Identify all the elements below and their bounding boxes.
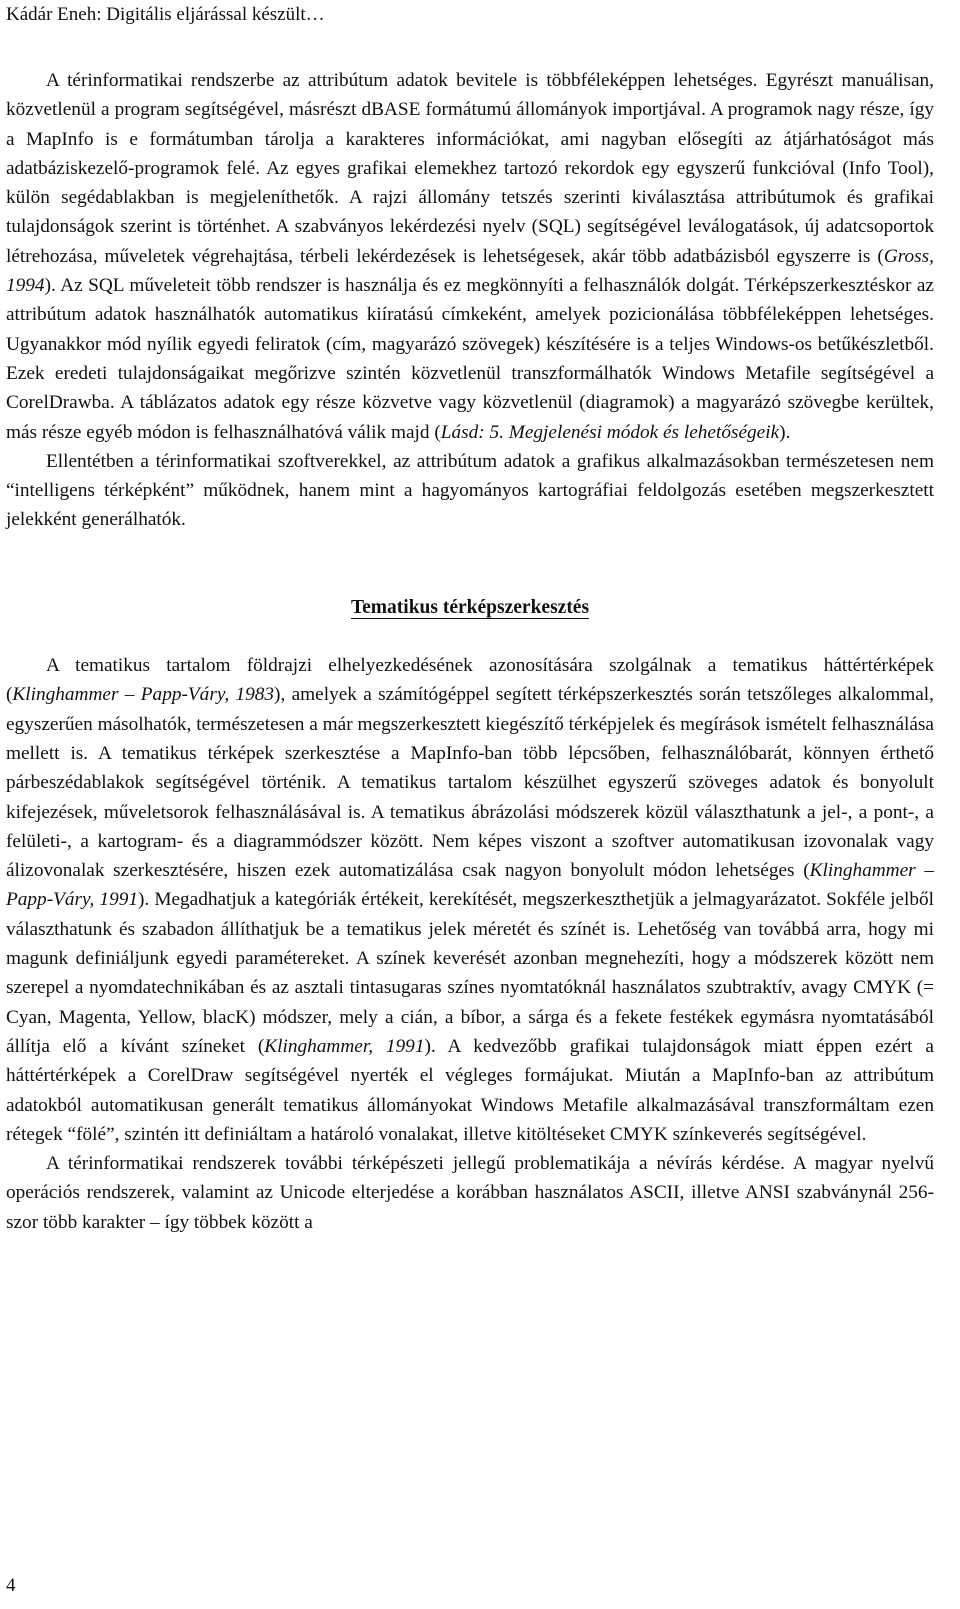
text-run: A térinformatikai rendszerbe az attribútum adatok bevitele is többféleképpen lehetséges. Egyrészt manuálisan, közvetlenül a program segítségével, másrészt dBASE formátumú állományok importjával. A programok nagy része, így a MapInfo is e formátumban tárolja a karakteres információkat, ami nagyban elősegíti az átjárhatóságot más adatbáziskezelő-programok felé. Az egyes grafikai elemekhez tartozó rekordok egy egyszerű funkcióval (Info Tool), külön segédablakban is megjeleníthetők. A rajzi állomány tetszés szerinti kiválasztása attribútumok és grafikai tulajdonságok szerint is történhet. A szabványos lekérdezési nyelv (SQL) segítségével leválogatások, új adatcsoportok létrehozása, műveletek végrehajtása, térbeli lekérdezések is lehetségesek, akár több adatbázisból egyszerre is ( bbox=[6, 70, 934, 267]
text-run: ), amelyek a számítógéppel segített térképszerkesztés során tetszőleges alkalommal, egyszerűen másolhatók, természetesen a már megszerkesztett kiegészítő térképjelek és megírások ismételt felhasználása mellett is. A tematikus térképek szerkesztése a MapInfo-ban több lépcsőben, felhasználóbarát, könnyen érthető párbeszédablakok segítségével történik. A tematikus tartalom készülhet egyszerű szöveges adatok és bonyolult kifejezések, műveletsorok felhasználásával is. A tematikus ábrázolási módszerek közül választhatunk a jel-, a pont-, a felületi-, a kartogram- és a diagrammódszer között. Nem képes viszont a szoftver automatikusan izovonalak vagy álizovonalak szerkesztésére, hiszen ezek automatizálása csak nagyon bonyolult módon lehetséges ( bbox=[6, 684, 934, 882]
citation-text: Klinghammer – Papp-Váry, 1991 bbox=[6, 860, 934, 911]
paragraph bbox=[6, 1149, 934, 1237]
text-run: A tematikus tartalom földrajzi elhelyezkedésének azonosítására szolgálnak a tematikus háttértérképek ( bbox=[6, 655, 934, 706]
paragraph bbox=[6, 447, 934, 535]
body-text bbox=[6, 66, 934, 1237]
citation-text: Lásd: 5. Megjelenési módok és lehetőségeik bbox=[440, 421, 780, 443]
running-header: Kádár Eneh: Digitális eljárással készült… bbox=[6, 4, 325, 25]
citation-text: Gross, 1994 bbox=[6, 245, 934, 297]
text-run: Ellentétben a térinformatikai szoftverekkel, az attribútum adatok a grafikus alkalmazásokban természetesen nem “intelligens térképként” működnek, hanem mint a hagyományos kartográfiai feldolgozás esetében megszerkesztett jelekként generálhatók. bbox=[6, 450, 934, 531]
paragraph bbox=[6, 651, 934, 1149]
citation-text: Klinghammer – Papp-Váry, 1983 bbox=[12, 684, 275, 706]
text-run: ). bbox=[779, 421, 791, 443]
text-run: ). Megadhatjuk a kategóriák értékeit, kerekítését, megszerkeszthetjük a jelmagyarázatot. Sokféle jelből választhatunk és szabadon állíthatjuk be a tematikus jelek méretét és színét is. Lehetőség van továbbá arra, hogy mi magunk definiáljunk egyedi paramétereket. A színek keverését azonban megnehezíti, hogy a módszerek között nem szerepel a nyomdatechnikában és az asztali tintasugaras színes nyomtatóknál használatos szubtraktív, avagy CMYK (= Cyan, Magenta, Yellow, blacK) módszer, mely a cián, a bíbor, a sárga és a fekete festékek egymásra nyomtatásából állítja elő a kívánt színeket ( bbox=[6, 889, 934, 1057]
page-number: 4 bbox=[6, 1575, 16, 1596]
text-run: ). A kedvezőbb grafikai tulajdonságok miatt éppen ezért a háttértérképek a CorelDraw segítségével nyerték el végleges formájukat. Miután a MapInfo-ban az attribútum adatokból automatikusan generált tematikus állományokat Windows Metafile alkalmazásával transzformáltam ezen rétegek “fölé”, szintén itt definiáltam a határoló vonalakat, illetve kitöltéseket CMYK színkeverés segítségével. bbox=[6, 1035, 934, 1145]
citation-text: Klinghammer, 1991 bbox=[264, 1035, 425, 1057]
paragraph bbox=[6, 66, 934, 447]
section-thematic-mapping bbox=[6, 651, 934, 1237]
text-run: ). Az SQL műveleteit több rendszer is használja és ez megkönnyíti a felhasználók dolgát. Térképszerkesztéskor az attribútum adatok használhatók automatikus kiíratású címkeként, amelyek pozicionálása többféleképpen lehetséges. Ugyanakkor mód nyílik egyedi feliratok (cím, magyarázó szövegek) készítésére is a teljes Windows-os betűkészletből. Ezek eredeti tulajdonságaikat megőrizve szintén közvetlenül transzformálhatók Windows Metafile segítségével a CorelDrawba. A táblázatos adatok egy része közvetve vagy közvetlenül (diagramok) a magyarázó szövegbe kerültek, más része egyéb módon is felhasználhatóvá válik majd ( bbox=[6, 275, 934, 443]
text-run: A térinformatikai rendszerek további térképészeti jellegű problematikája a névírás kérdése. A magyar nyelvű operációs rendszerek, valamint az Unicode elterjedése a korábban használatos ASCII, illetve ANSI szabványnál 256-szor több karakter – így többek között a bbox=[6, 1153, 934, 1233]
section-heading-text: Tematikus térképszerkesztés bbox=[350, 596, 590, 618]
section-attribute-data bbox=[6, 66, 934, 535]
section-heading bbox=[6, 593, 934, 622]
